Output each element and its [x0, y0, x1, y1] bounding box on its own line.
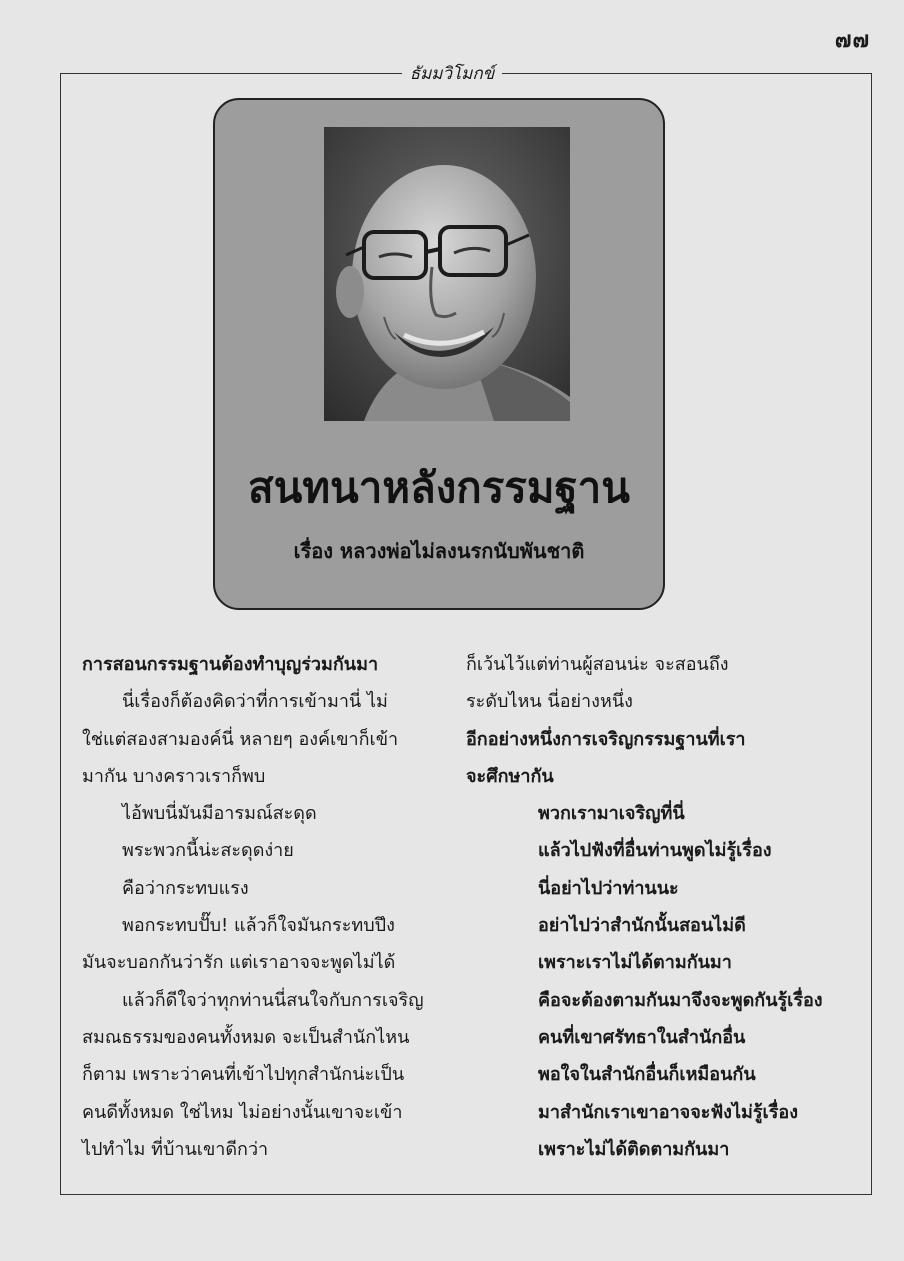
right-line: คนที่เขาศรัทธาในสำนักอื่น: [538, 1026, 746, 1048]
left-line: พระพวกนี้น่ะสะดุดง่าย: [122, 840, 294, 862]
left-line: สมณธรรมของคนทั้งหมด จะเป็นสำนักไหน: [82, 1026, 410, 1048]
right-line: มาสำนักเราเขาอาจจะฟังไม่รู้เรื่อง: [538, 1101, 798, 1123]
left-line: ใช่แต่สองสามองค์นี่ หลายๆ องค์เขาก็เข้า: [82, 728, 399, 750]
right-line: คือจะต้องตามกันมาจึงจะพูดกันรู้เรื่อง: [538, 989, 823, 1011]
right-line: แล้วไปฟังที่อื่นท่านพูดไม่รู้เรื่อง: [538, 840, 772, 862]
left-line: ไอ้พบนี่มันมีอารมณ์สะดุด: [122, 803, 317, 825]
left-line: มันจะบอกกันว่ารัก แต่เราอาจจะพูดไม่ได้: [82, 952, 396, 974]
left-line: ก็ตาม เพราะว่าคนที่เข้าไปทุกสำนักน่ะเป็น: [82, 1064, 405, 1086]
right-line: อีกอย่างหนึ่งการเจริญกรรมฐานที่เรา: [466, 728, 746, 750]
right-line: ก็เว้นไว้แต่ท่านผู้สอนน่ะ จะสอนถึง: [466, 654, 729, 675]
left-line: คือว่ากระทบแรง: [122, 877, 249, 899]
left-line: แล้วก็ดีใจว่าทุกท่านนี่สนใจกับการเจริญ: [122, 989, 424, 1011]
right-line: จะศึกษากัน: [466, 765, 554, 787]
left-line: นี่เรื่องก็ต้องคิดว่าที่การเข้ามานี่ ไม่: [122, 691, 388, 713]
monk-portrait-illustration: [324, 127, 570, 421]
right-line: พวกเรามาเจริญที่นี่: [538, 803, 685, 825]
left-line: มากัน บางคราวเราก็พบ: [82, 765, 266, 787]
running-header-text: ธัมมวิโมกข์: [402, 64, 503, 84]
left-line: การสอนกรรมฐานต้องทำบุญร่วมกันมา: [82, 654, 379, 675]
right-column: [466, 646, 856, 1168]
right-line: เพราะเราไม่ได้ตามกันมา: [538, 952, 732, 974]
left-column: [82, 646, 442, 1168]
article-subtitle: เรื่อง หลวงพ่อไม่ลงนรกนับพันชาติ: [293, 539, 585, 563]
right-line: เพราะไม่ได้ติดตามกันมา: [538, 1138, 730, 1160]
right-line: พอใจในสำนักอื่นก็เหมือนกัน: [538, 1064, 756, 1086]
left-line: พอกระทบปั๊บ! แล้วก็ใจมันกระทบปึง: [122, 915, 395, 937]
page-number: ๗๗: [834, 28, 870, 53]
right-line: ระดับไหน นี่อย่างหนึ่ง: [466, 691, 633, 713]
right-line: นี่อย่าไปว่าท่านนะ: [538, 877, 679, 899]
article-title: สนทนาหลังกรรมฐาน: [248, 463, 630, 512]
right-line: อย่าไปว่าสำนักนั้นสอนไม่ดี: [538, 915, 746, 937]
left-line: ไปทำไม ที่บ้านเขาดีกว่า: [82, 1138, 269, 1160]
monk-portrait: [324, 127, 570, 421]
left-line: คนดีทั้งหมด ใช่ไหม ไม่อย่างนั้นเขาจะเข้า: [82, 1101, 403, 1123]
running-header: [0, 60, 904, 87]
